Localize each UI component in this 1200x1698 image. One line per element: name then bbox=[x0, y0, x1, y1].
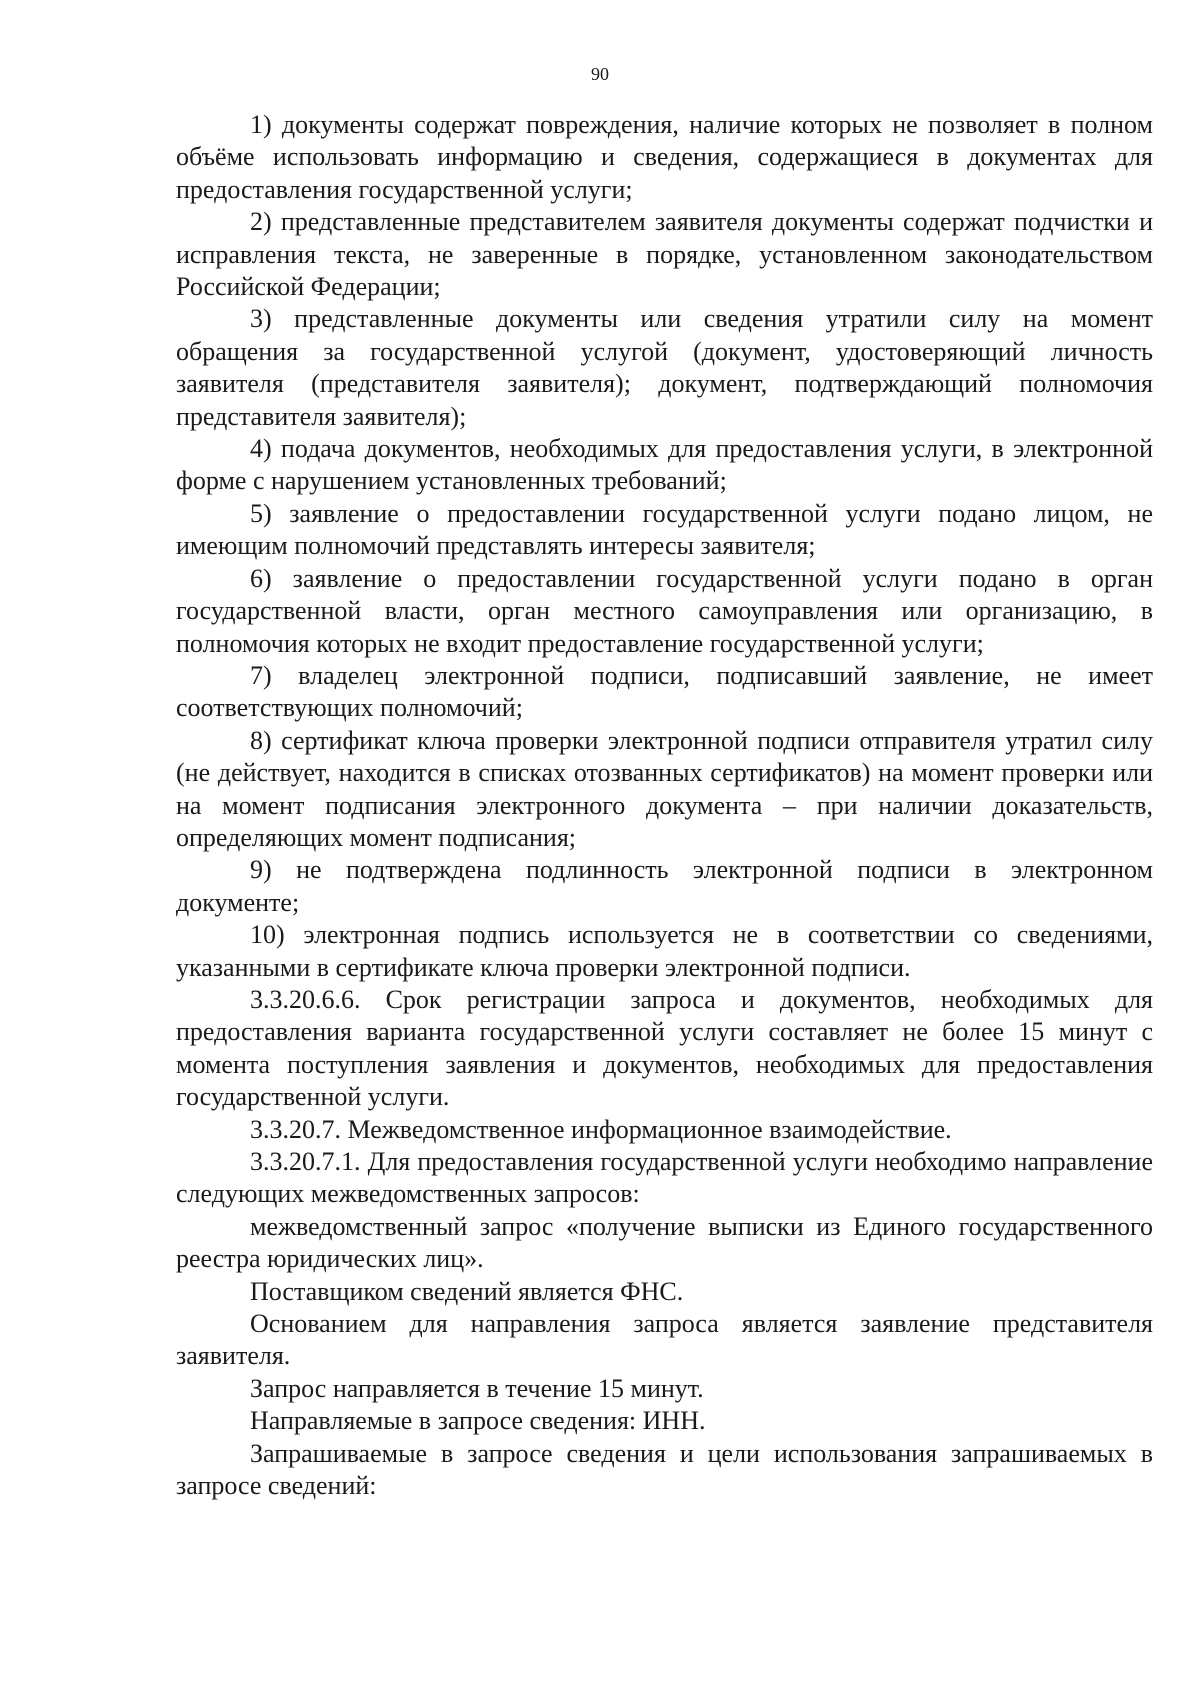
paragraph: 9) не подтверждена подлинность электронной подписи в электронном документе; bbox=[176, 855, 1153, 917]
paragraph: 2) представленные представителем заявителя документы содержат подчистки и исправления текста, не заверенные в порядке, установленном законодательством Российской Федерации; bbox=[176, 207, 1153, 302]
paragraph: Основанием для направления запроса является заявление представителя заявителя. bbox=[176, 1309, 1153, 1371]
paragraph: 7) владелец электронной подписи, подписавший заявление, не имеет соответствующих полномочий; bbox=[176, 660, 1153, 723]
paragraph: 8) сертификат ключа проверки электронной подписи отправителя утратил силу (не действует, находится в списках отозванных сертификатов) на момент проверки или на момент подписания электронного документа – при наличии доказательств, определяющих момент подписания; bbox=[176, 725, 1153, 852]
paragraph: 3.3.20.7.1. Для предоставления государственной услуги необходимо направление следующих межведомственных запросов: bbox=[176, 1147, 1153, 1209]
paragraph: 3.3.20.7. Межведомственное информационное взаимодействие. bbox=[250, 1114, 952, 1144]
paragraph: 6) заявление о предоставлении государственной услуги подано в орган государственной власти, орган местного самоуправления или организацию, в полномочия которых не входит предоставление государственной услуги; bbox=[176, 563, 1153, 658]
paragraph: 4) подача документов, необходимых для предоставления услуги, в электронной форме с нарушением установленных требований; bbox=[176, 434, 1153, 496]
document-body bbox=[176, 109, 1153, 1502]
page-number: 90 bbox=[591, 64, 609, 84]
paragraph: 3) представленные документы или сведения утратили силу на момент обращения за государственной услугой (документ, удостоверяющий личность заявителя (представителя заявителя); документ, подтверждающий полномочия представителя заявителя); bbox=[176, 304, 1153, 431]
paragraph: Поставщиком сведений является ФНС. bbox=[250, 1276, 684, 1306]
paragraph: межведомственный запрос «получение выписки из Единого государственного реестра юридических лиц». bbox=[176, 1211, 1153, 1274]
paragraph: Запрос направляется в течение 15 минут. bbox=[250, 1373, 704, 1403]
paragraph: 10) электронная подпись используется не в соответствии со сведениями, указанными в сертификате ключа проверки электронной подписи. bbox=[176, 920, 1153, 982]
paragraph: Запрашиваемые в запросе сведения и цели использования запрашиваемых в запросе сведений: bbox=[176, 1438, 1153, 1501]
paragraph: 3.3.20.6.6. Срок регистрации запроса и документов, необходимых для предоставления варианта государственной услуги составляет не более 15 минут с момента поступления заявления и документов, необходимых для предоставления государственной услуги. bbox=[176, 984, 1153, 1112]
paragraph: Направляемые в запросе сведения: ИНН. bbox=[250, 1406, 706, 1436]
paragraph: 5) заявление о предоставлении государственной услуги подано лицом, не имеющим полномочий представлять интересы заявителя; bbox=[176, 498, 1153, 561]
paragraph: 1) документы содержат повреждения, наличие которых не позволяет в полном объёме использовать информацию и сведения, содержащиеся в документах для предоставления государственной услуги; bbox=[176, 110, 1153, 204]
